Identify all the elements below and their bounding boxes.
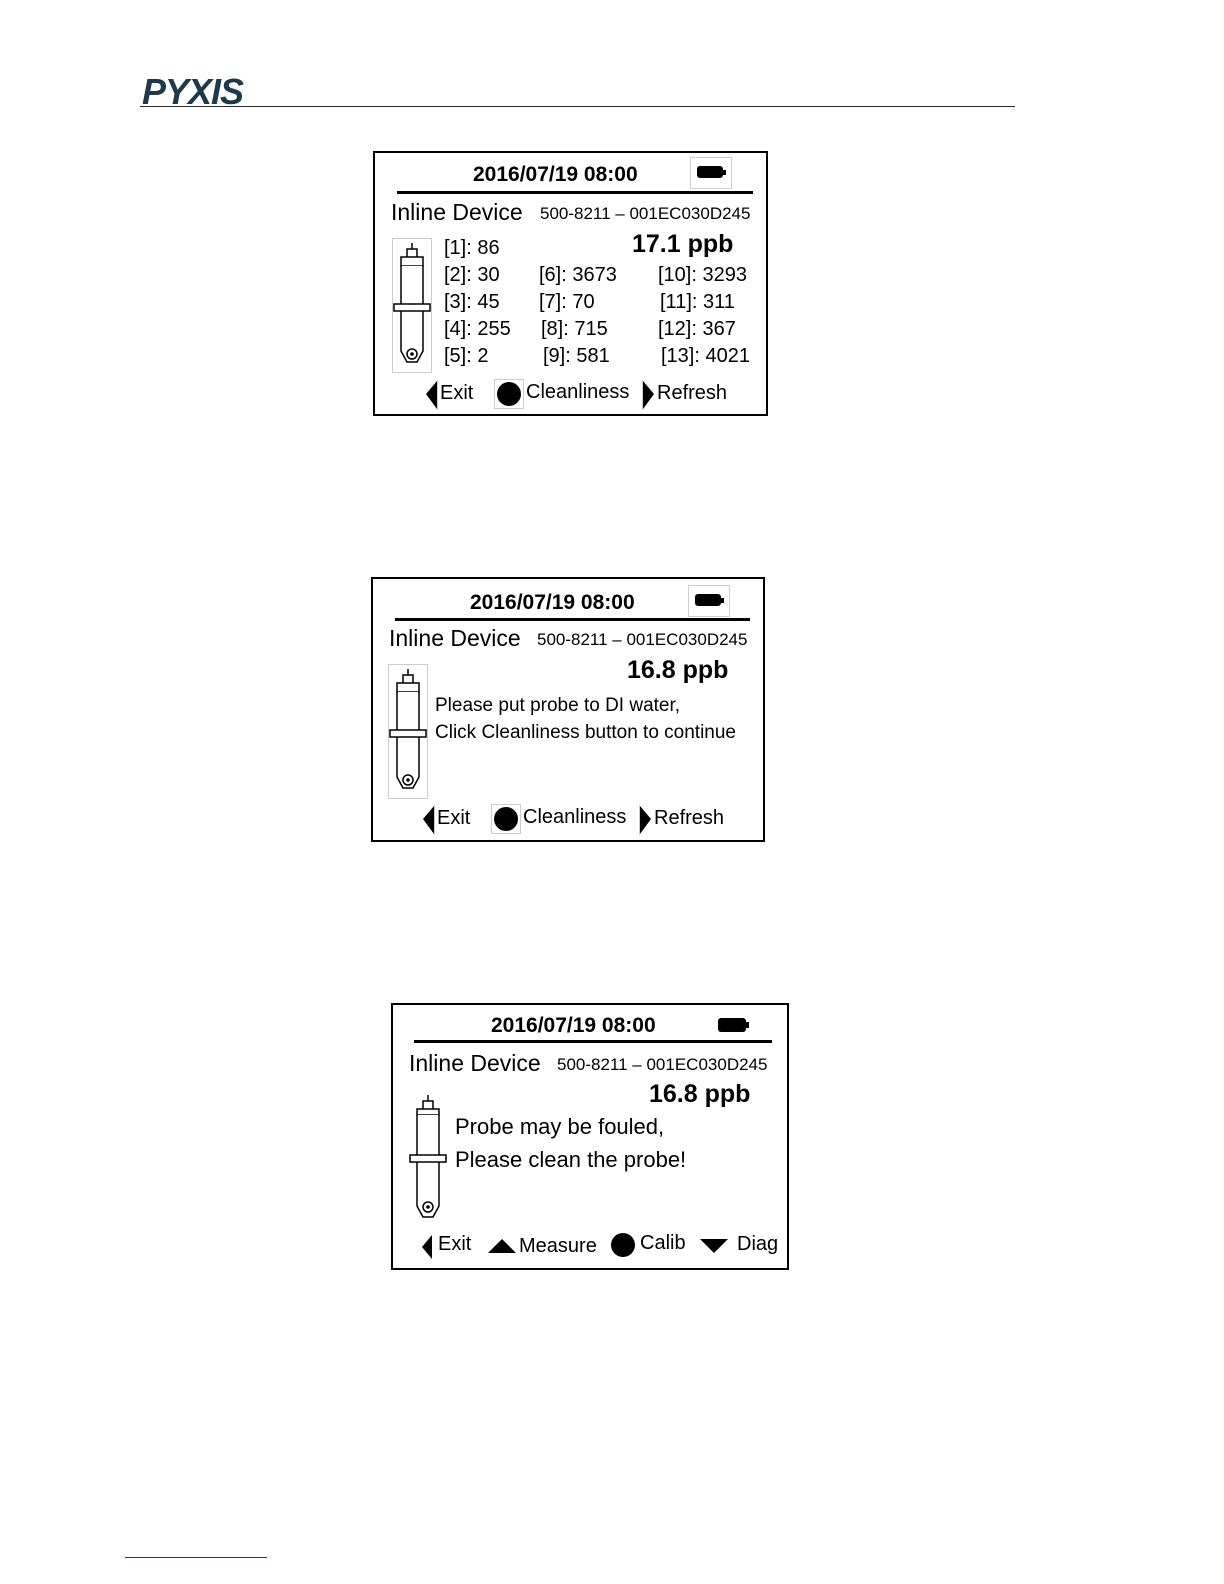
device-label: Inline Device	[391, 199, 523, 225]
channel-value-13: [13]: 4021	[661, 345, 750, 367]
channel-value-1: [1]: 86	[444, 237, 500, 259]
refresh-button-label: Refresh	[657, 382, 728, 404]
circle-button-icon	[491, 804, 521, 834]
circle-button-icon	[610, 1232, 636, 1258]
channel-value-7: [7]: 70	[539, 291, 595, 313]
probe-icon	[388, 664, 428, 799]
logo-text: PYXIS	[142, 74, 244, 108]
battery-icon	[690, 157, 732, 189]
channel-value-8: [8]: 715	[541, 318, 608, 340]
reading-value: 17.1 ppb	[632, 230, 734, 258]
device-serial: 500-8211 – 001EC030D245	[537, 630, 748, 649]
pyxis-logo	[140, 74, 290, 108]
datetime: 2016/07/19 08:00	[470, 591, 635, 614]
datetime: 2016/07/19 08:00	[491, 1014, 656, 1037]
device-label: Inline Device	[389, 625, 521, 651]
exit-button-label: Exit	[440, 382, 474, 404]
channel-value-3: [3]: 45	[444, 291, 500, 313]
probe-icon	[408, 1093, 448, 1225]
warning-line-1: Probe may be fouled,	[455, 1114, 665, 1139]
reading-value: 16.8 ppb	[649, 1080, 751, 1108]
warning-line-2: Please clean the probe!	[455, 1147, 687, 1172]
left-arrow-icon	[421, 1234, 433, 1260]
device-serial: 500-8211 – 001EC030D245	[557, 1055, 768, 1074]
channel-value-5: [5]: 2	[444, 345, 489, 367]
device-serial: 500-8211 – 001EC030D245	[540, 204, 751, 223]
header-divider	[414, 1040, 772, 1043]
cleanliness-button-label: Cleanliness	[523, 806, 627, 828]
channel-value-9: [9]: 581	[543, 345, 610, 367]
instruction-line-1: Please put probe to DI water,	[435, 695, 681, 716]
device-screen-di-water-prompt	[371, 577, 765, 842]
measure-button-label: Measure	[519, 1235, 597, 1257]
right-arrow-icon	[642, 380, 656, 410]
circle-button-icon	[494, 379, 524, 409]
device-screen-values	[373, 151, 768, 416]
up-arrow-icon	[487, 1238, 517, 1254]
footer-rule	[125, 1557, 267, 1558]
exit-button-label: Exit	[437, 807, 471, 829]
header-divider	[397, 191, 753, 194]
instruction-line-2: Click Cleanliness button to continue	[435, 722, 737, 743]
device-label: Inline Device	[409, 1050, 541, 1076]
left-arrow-icon	[424, 380, 438, 410]
refresh-button-label: Refresh	[654, 807, 725, 829]
exit-button-label: Exit	[438, 1233, 472, 1255]
cleanliness-button-label: Cleanliness	[526, 381, 630, 403]
calib-button-label: Calib	[640, 1232, 686, 1254]
datetime: 2016/07/19 08:00	[473, 163, 638, 186]
header-rule	[140, 106, 1015, 107]
left-arrow-icon	[421, 805, 435, 835]
header-divider	[395, 618, 750, 621]
right-arrow-icon	[639, 805, 653, 835]
battery-icon	[688, 585, 730, 617]
reading-value: 16.8 ppb	[627, 656, 729, 684]
channel-value-2: [2]: 30	[444, 264, 500, 286]
battery-icon	[717, 1016, 751, 1034]
channel-value-12: [12]: 367	[658, 318, 736, 340]
channel-value-6: [6]: 3673	[539, 264, 617, 286]
channel-value-4: [4]: 255	[444, 318, 511, 340]
channel-value-10: [10]: 3293	[658, 264, 747, 286]
device-screen-probe-fouled	[391, 1003, 789, 1270]
diag-button-label: Diag	[737, 1233, 779, 1255]
down-arrow-icon	[699, 1238, 729, 1254]
channel-value-11: [11]: 311	[660, 291, 735, 313]
probe-icon	[392, 238, 432, 373]
